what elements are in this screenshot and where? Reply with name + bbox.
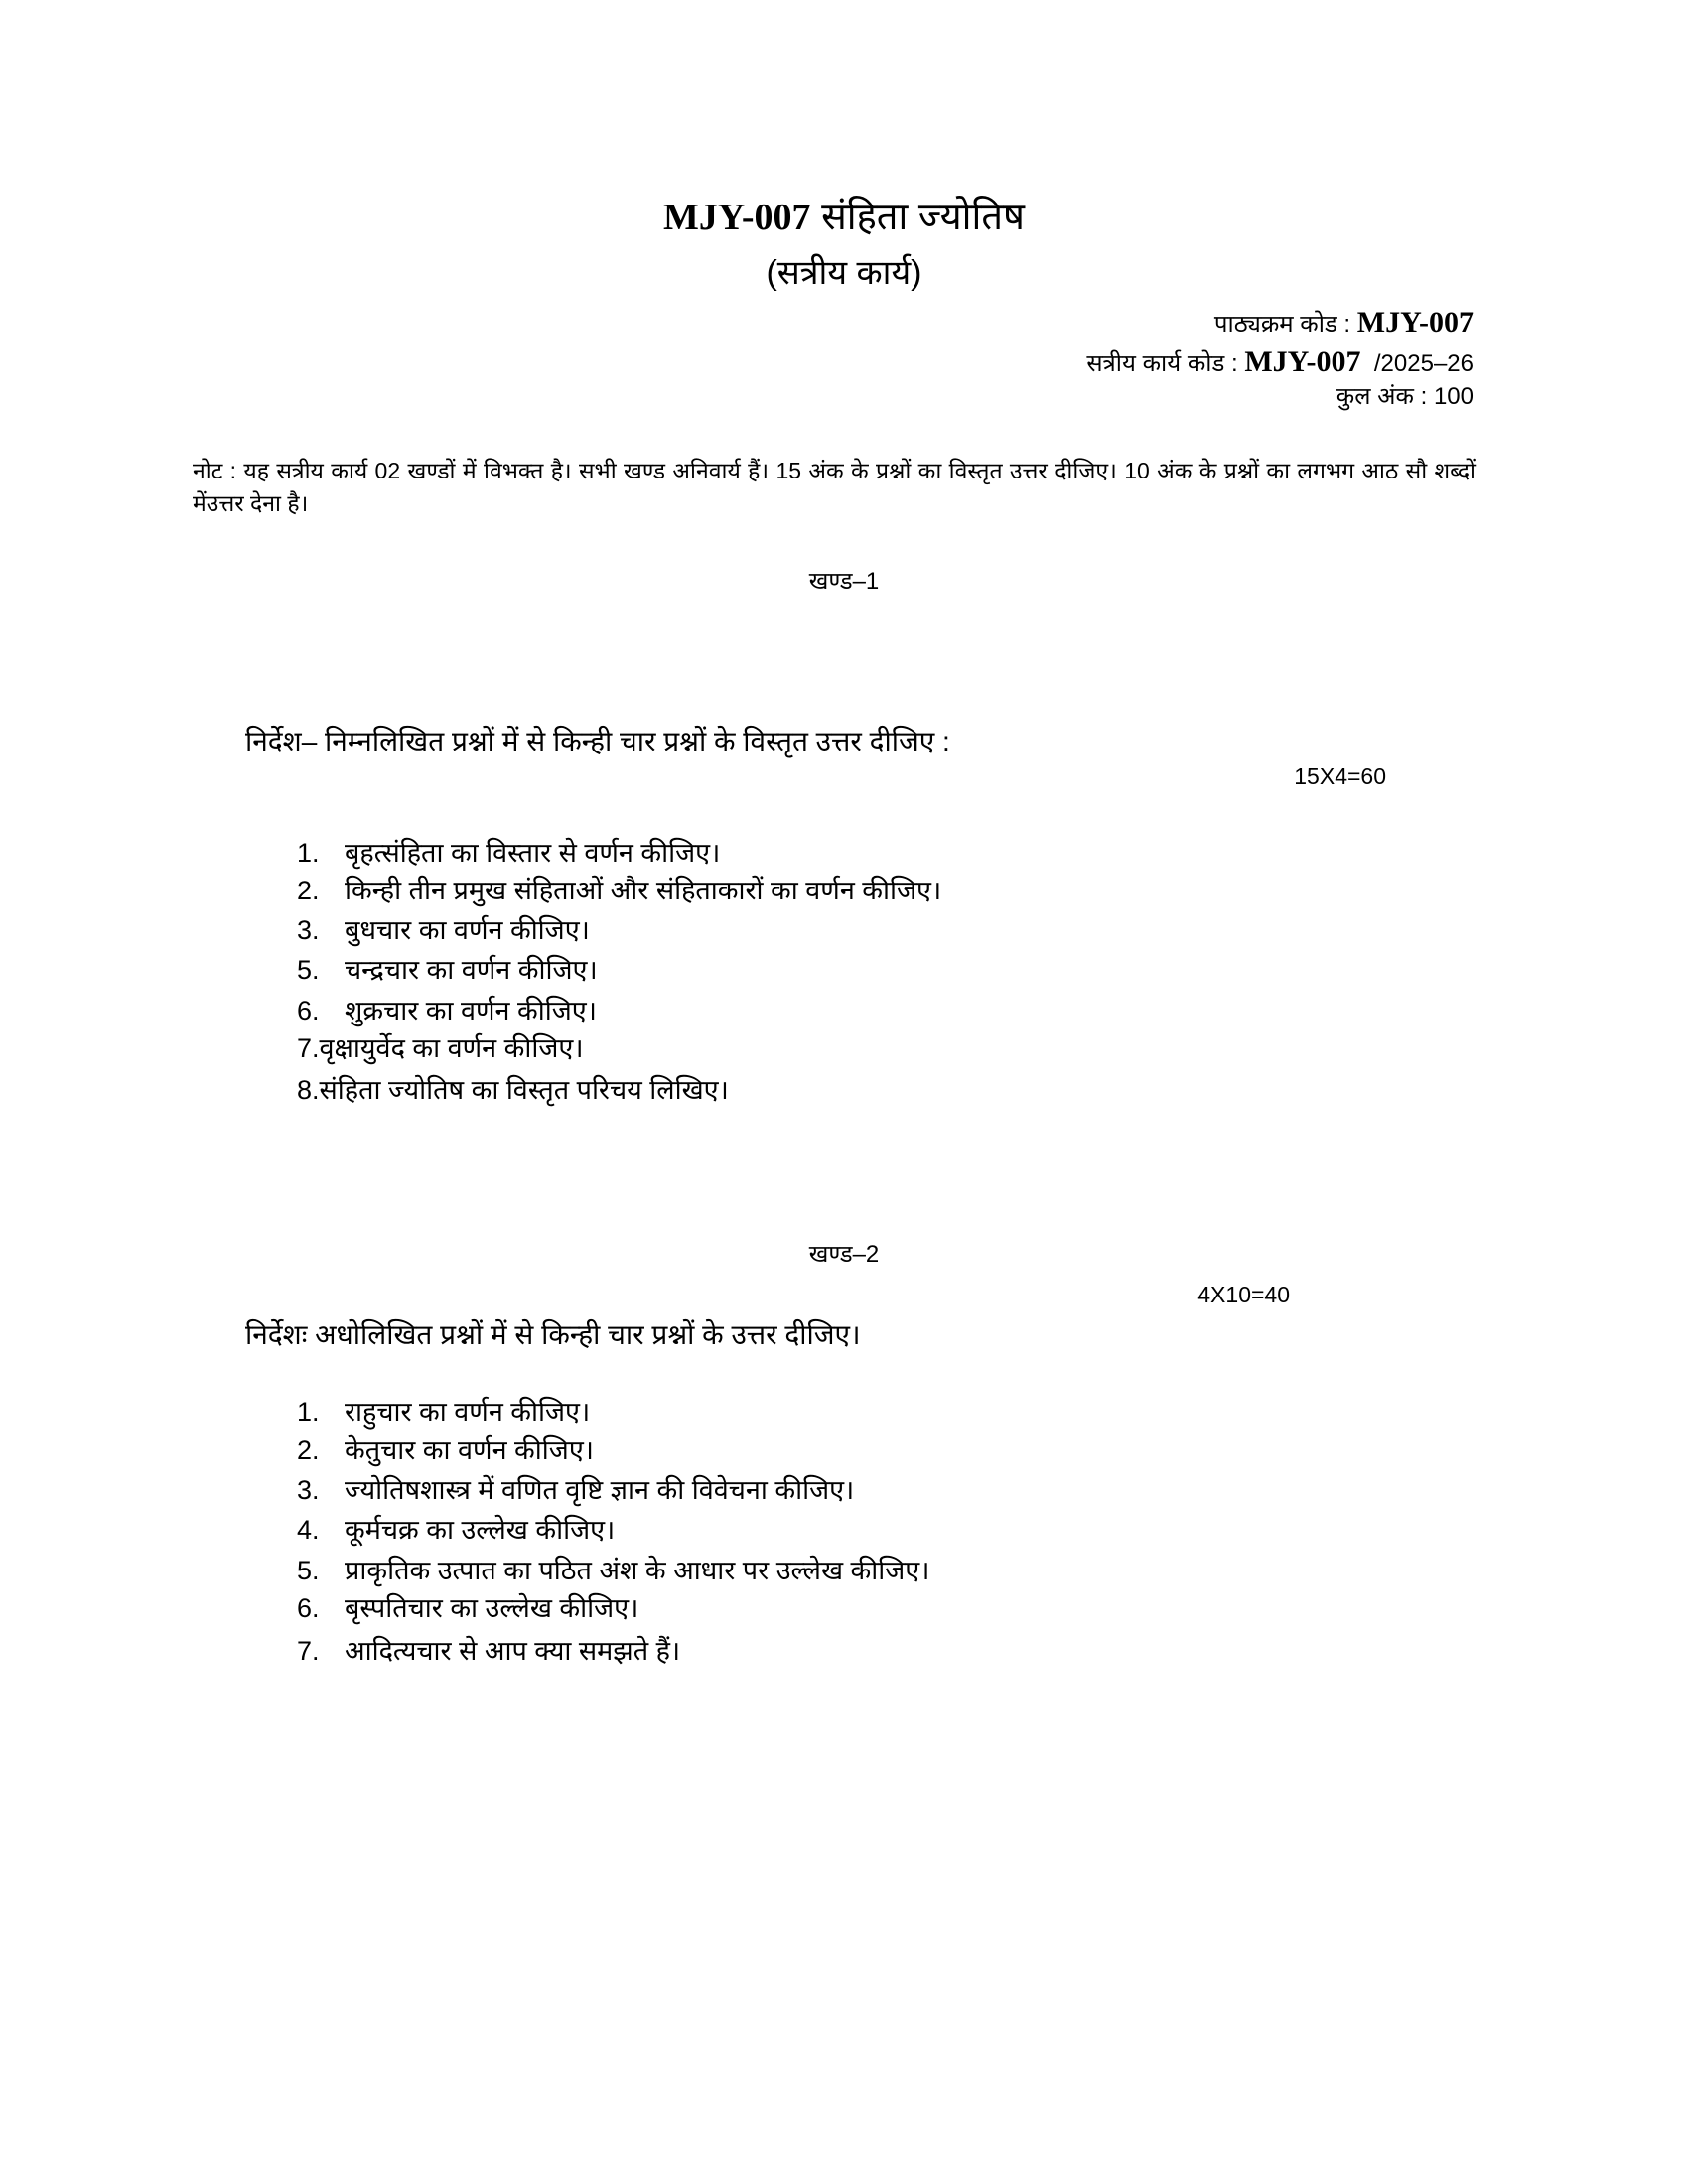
question-text: केतुचार का वर्णन कीजिए।: [345, 1435, 594, 1465]
assignment-code: MJY-007: [1244, 345, 1361, 378]
question-item: [297, 1638, 680, 1665]
section1-marks: 15X4=60: [1294, 763, 1386, 789]
question-number: 5.: [297, 955, 320, 985]
question-text: प्राकृतिक उत्पात का पठित अंश के आधार पर उल्लेख कीजिए।: [345, 1556, 930, 1585]
question-number: 8.: [297, 1075, 320, 1105]
question-number: 1.: [297, 838, 320, 868]
question-item: [297, 998, 597, 1024]
total-marks: 100: [1433, 383, 1474, 410]
question-number: 6.: [297, 996, 320, 1025]
question-text: किन्ही तीन प्रमुख संहिताओं और संहिताकारों का वर्णन कीजिए।: [345, 876, 942, 905]
page-title: [0, 199, 1688, 236]
course-code: MJY-007: [1356, 306, 1474, 339]
course-code-label: पाठ्यक्रम कोड :: [1213, 311, 1351, 338]
question-item: [297, 917, 590, 944]
question-text: ज्योतिषशास्त्र में वणित वृष्टि ज्ञान की विवेचना कीजिए।: [345, 1475, 855, 1505]
question-text: शुक्रचार का वर्णन कीजिए।: [345, 996, 597, 1025]
question-text: बृहत्संहिता का विस्तार से वर्णन कीजिए।: [345, 838, 721, 868]
question-item: [297, 957, 598, 984]
question-number: 5.: [297, 1556, 320, 1585]
assignment-code-label: सत्रीय कार्य कोड :: [1086, 350, 1238, 377]
question-item: [297, 1595, 638, 1622]
question-text: राहुचार का वर्णन कीजिए।: [345, 1397, 591, 1427]
question-text: आदित्यचार से आप क्या समझते हैं।: [345, 1636, 681, 1666]
question-item: [297, 1035, 584, 1062]
assignment-code-line: [1086, 347, 1474, 377]
question-number: 2.: [297, 876, 320, 905]
question-item: [297, 1517, 615, 1544]
question-number: 3.: [297, 1475, 320, 1505]
course-code-line: [1214, 308, 1474, 338]
title-course-code: MJY-007: [663, 197, 811, 238]
question-number: 7.: [297, 1636, 320, 1666]
question-item: [297, 1437, 594, 1464]
question-number: 1.: [297, 1397, 320, 1427]
question-number: 3.: [297, 915, 320, 945]
question-text: कूर्मचक्र का उल्लेख कीजिए।: [345, 1515, 616, 1545]
question-text: बुधचार का वर्णन कीजिए।: [345, 915, 590, 945]
title-subject: संहिता ज्योतिष: [821, 197, 1025, 238]
question-item: [297, 878, 941, 904]
question-number: 4.: [297, 1515, 320, 1545]
question-text: बृस्पतिचार का उल्लेख कीजिए।: [345, 1593, 639, 1623]
question-text: चन्द्रचार का वर्णन कीजिए।: [345, 955, 598, 985]
total-marks-label: कुल अंक :: [1336, 383, 1428, 410]
section2-marks: 4X10=40: [1197, 1282, 1290, 1307]
total-marks-line: [1336, 385, 1474, 409]
question-number: 7.: [297, 1033, 320, 1063]
question-number: 6.: [297, 1593, 320, 1623]
question-item: [297, 1558, 929, 1584]
question-text: संहिता ज्योतिष का विस्तृत परिचय लिखिए।: [319, 1075, 729, 1105]
question-item: [297, 840, 720, 867]
section1-heading: खण्ड–1: [808, 568, 880, 595]
question-number: 2.: [297, 1435, 320, 1465]
section1-instruction: निर्देश– निम्नलिखित प्रश्नों में से किन्ही चार प्रश्नों के विस्तृत उत्तर दीजिए :: [245, 726, 950, 756]
note: नोट : यह सत्रीय कार्य 02 खण्डों में विभक्त है। सभी खण्ड अनिवार्य हैं। 15 अंक के प्रश्नों का विस्तृत उत्तर दीजिए। 10 अंक के प्रश्नों का लगभग आठ सौ शब्दों मेंउत्तर देना है।: [193, 458, 1476, 516]
question-item: [297, 1077, 729, 1104]
question-item: [297, 1477, 854, 1504]
section2-heading: खण्ड–2: [808, 1241, 880, 1268]
page-subtitle: (सत्रीय कार्य): [766, 254, 922, 292]
question-item: [297, 1399, 590, 1426]
session: /2025–26: [1373, 350, 1474, 377]
section2-instruction: निर्देशः अधोलिखित प्रश्नों में से किन्ही चार प्रश्नों के उत्तर दीजिए।: [245, 1319, 861, 1350]
question-text: वृक्षायुर्वेद का वर्णन कीजिए।: [319, 1033, 584, 1063]
